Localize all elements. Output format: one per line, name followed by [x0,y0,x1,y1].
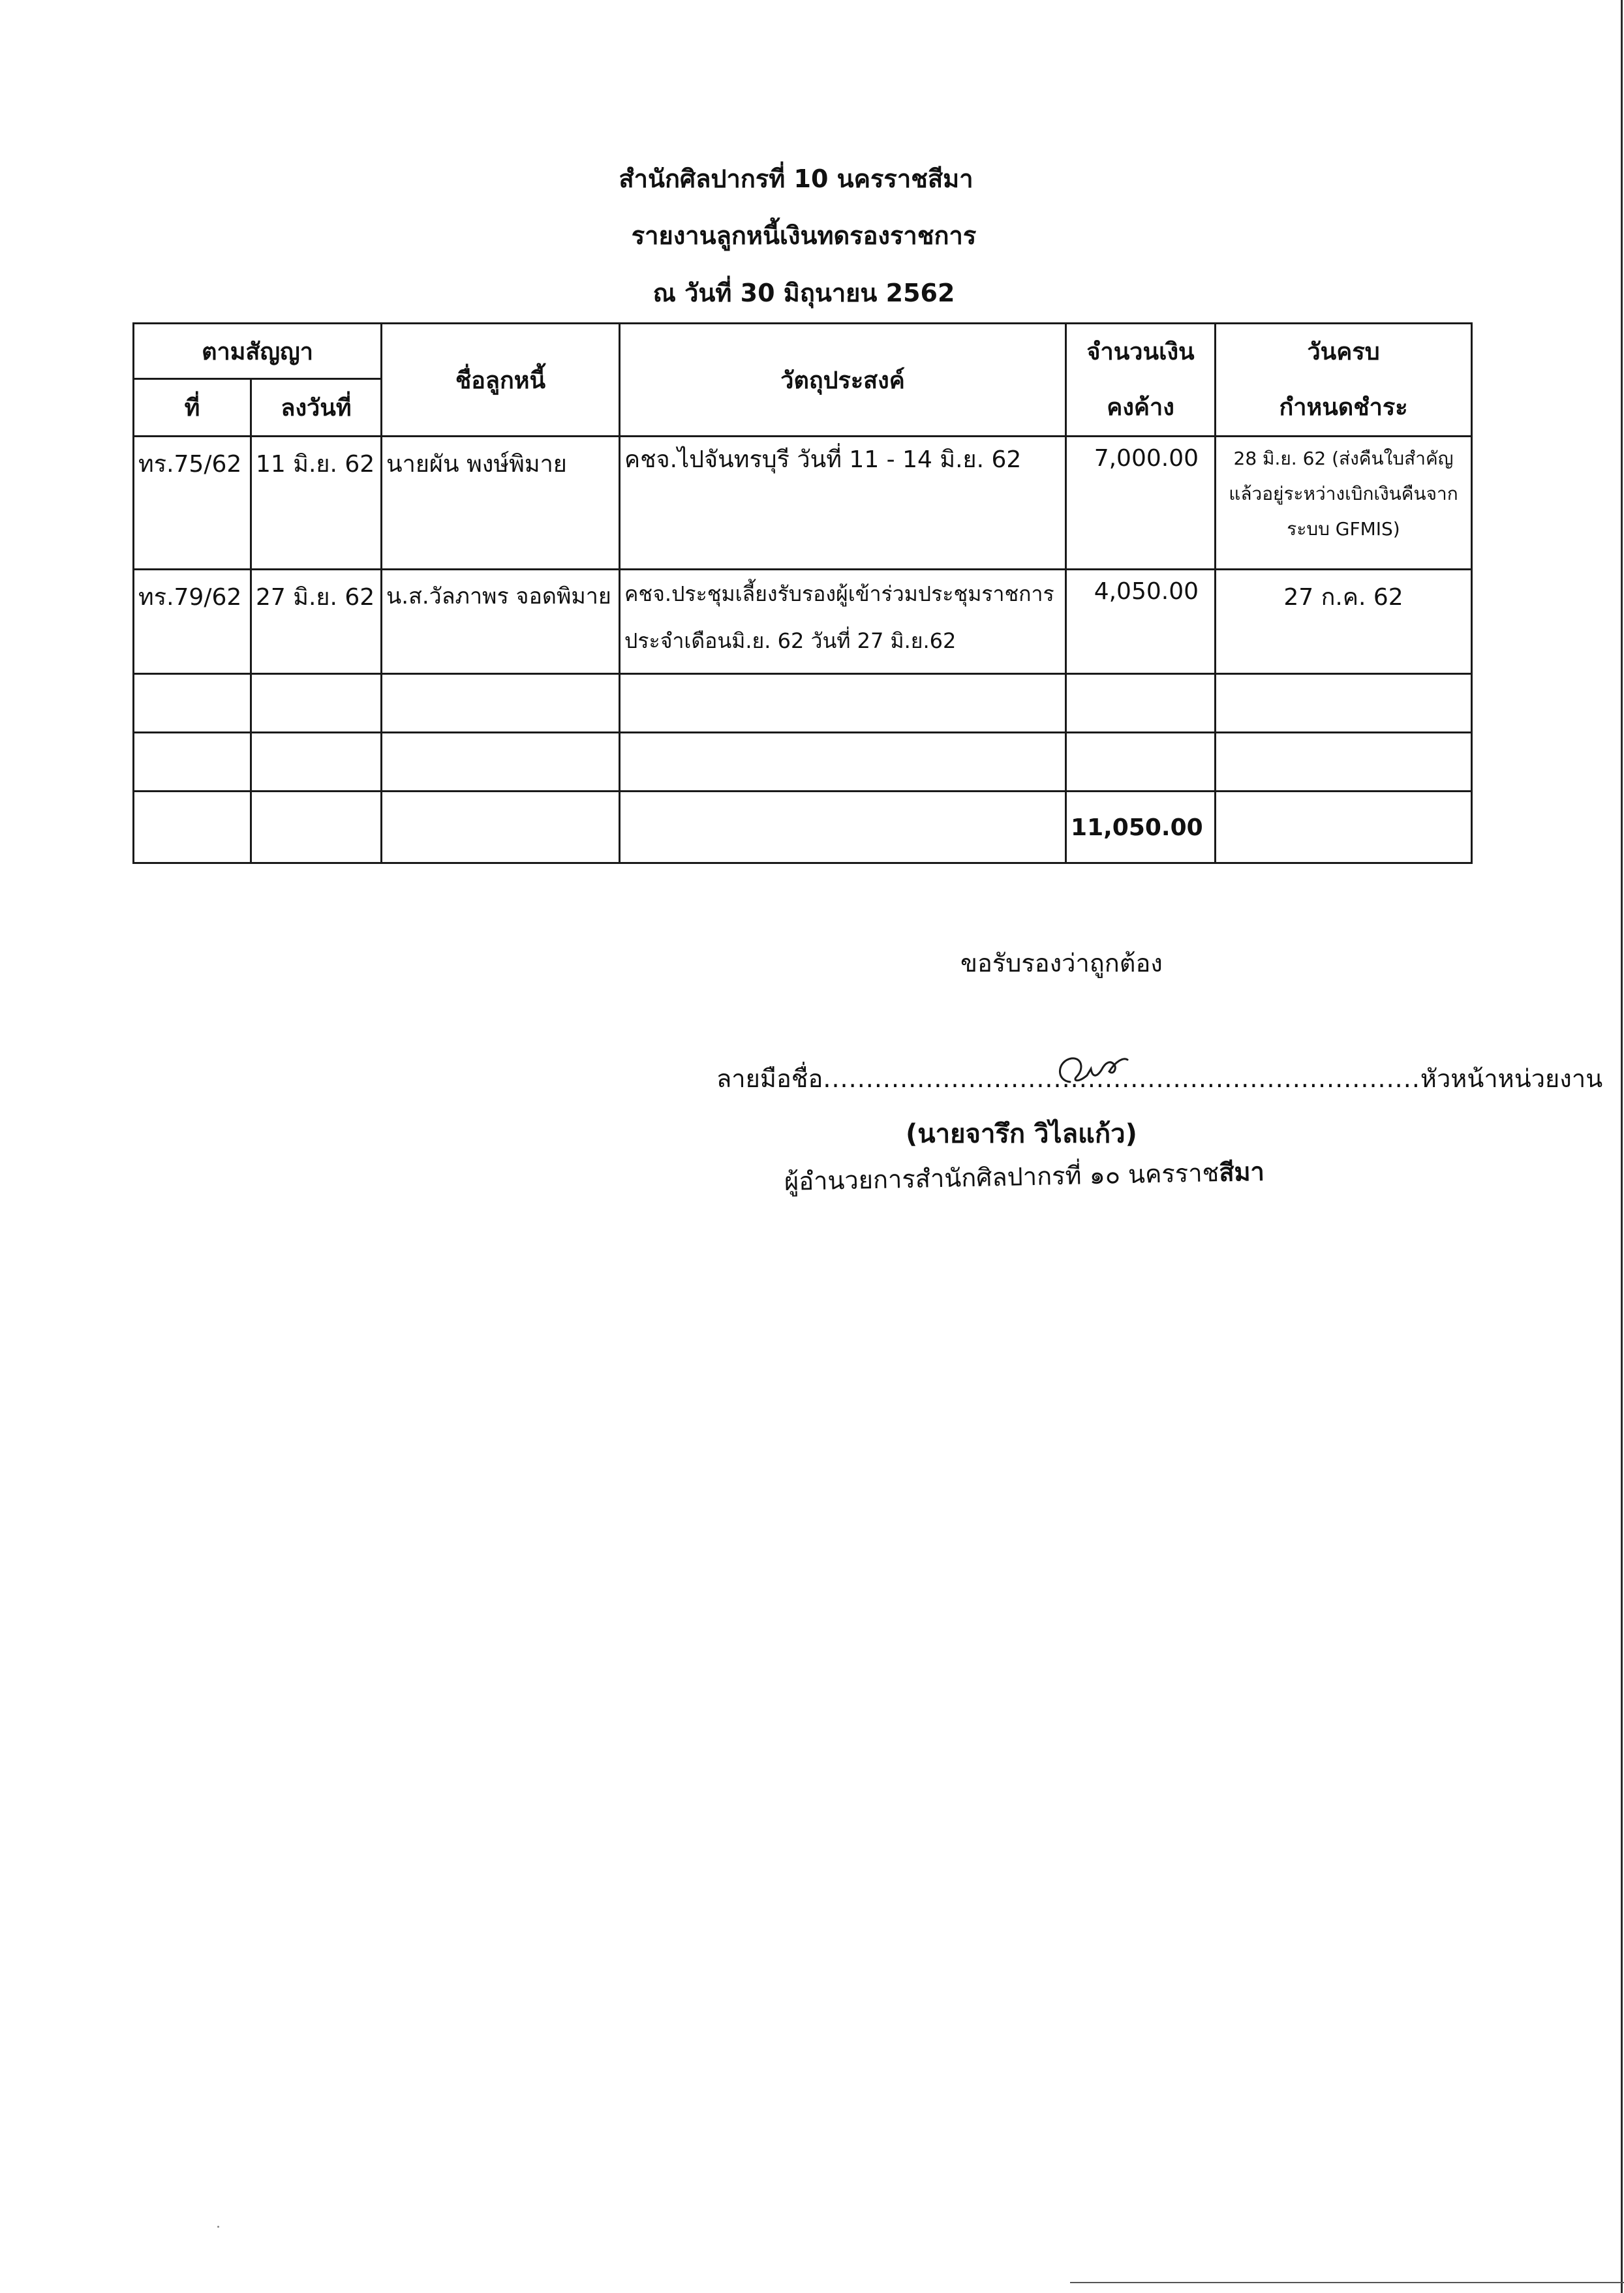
certification-text: ขอรับรองว่าถูกต้อง [960,949,1163,977]
table-total-row [134,792,1472,863]
row-due: 28 มิ.ย. 62 (ส่งคืนใบสำคัญแล้วอยู่ระหว่างเบิกเงินคืนจากระบบ GFMIS) [1229,448,1458,540]
header-report-date: ณ วันที่ 30 มิถุนายน 2562 [652,279,955,307]
row-amount: 4,050.00 [1094,578,1199,605]
header-date: ลงวันที่ [251,379,382,437]
header-number: ที่ [134,379,251,437]
signer-name: (นายจารึก วิไลแก้ว) [906,1119,1137,1149]
row-debtor: น.ส.วัลภาพร จอดพิมาย [386,583,611,609]
row-number: ทร.75/62 [138,451,242,478]
table-row [134,570,1472,674]
page-bottom-line [1070,2282,1624,2283]
header-amount-line2: คงค้าง [1066,379,1216,437]
header-debtor: ชื่อลูกหนี้ [382,324,620,437]
row-due: 27 ก.ค. 62 [1283,584,1403,611]
signer-position-text: ผู้อำนวยการสำนักศิลปากรที่ ๑๐ นครราช [784,1158,1219,1196]
debtor-table [132,322,1473,864]
signer-position [784,1152,1264,1201]
signature-line [716,1058,1602,1098]
page-edge-line [1621,0,1623,2293]
header-amount-line1: จำนวนเงิน [1066,324,1216,379]
row-number: ทร.79/62 [138,584,242,611]
total-amount: 11,050.00 [1071,814,1203,841]
signature-role: หัวหน้าหน่วยงาน [1420,1064,1603,1093]
row-date: 11 มิ.ย. 62 [256,451,375,478]
signature-label: ลายมือชื่อ [716,1064,823,1093]
table-row-empty [134,674,1472,733]
row-purpose: คชจ.ประชุมเลี้ยงรับรองผู้เข้าร่วมประชุมราชการประจำเดือนมิ.ย. 62 วันที่ 27 มิ.ย.62 [624,581,1054,653]
header-office: สำนักศิลปากรที่ 10 นครราชสีมา [619,164,973,193]
scan-speck [217,2226,219,2228]
header-report-title: รายงานลูกหนี้เงินทดรองราชการ [631,221,977,250]
row-debtor: นายผัน พงษ์พิมาย [386,451,567,478]
row-date: 27 มิ.ย. 62 [256,584,375,611]
header-due-line2: กำหนดชำระ [1216,379,1472,437]
table-row-empty [134,733,1472,792]
row-purpose: คชจ.ไปจันทรบุรี วันที่ 11 - 14 มิ.ย. 62 [624,446,1022,473]
signer-position-bold: สีมา [1218,1157,1265,1188]
table-row [134,437,1472,570]
header-purpose: วัตถุประสงค์ [620,324,1066,437]
row-amount: 7,000.00 [1094,445,1199,472]
header-contract: ตามสัญญา [134,324,382,379]
signature-dots: ...................................................................... [823,1064,1420,1093]
handwritten-signature [1050,1043,1135,1095]
header-due-line1: วันครบ [1216,324,1472,379]
